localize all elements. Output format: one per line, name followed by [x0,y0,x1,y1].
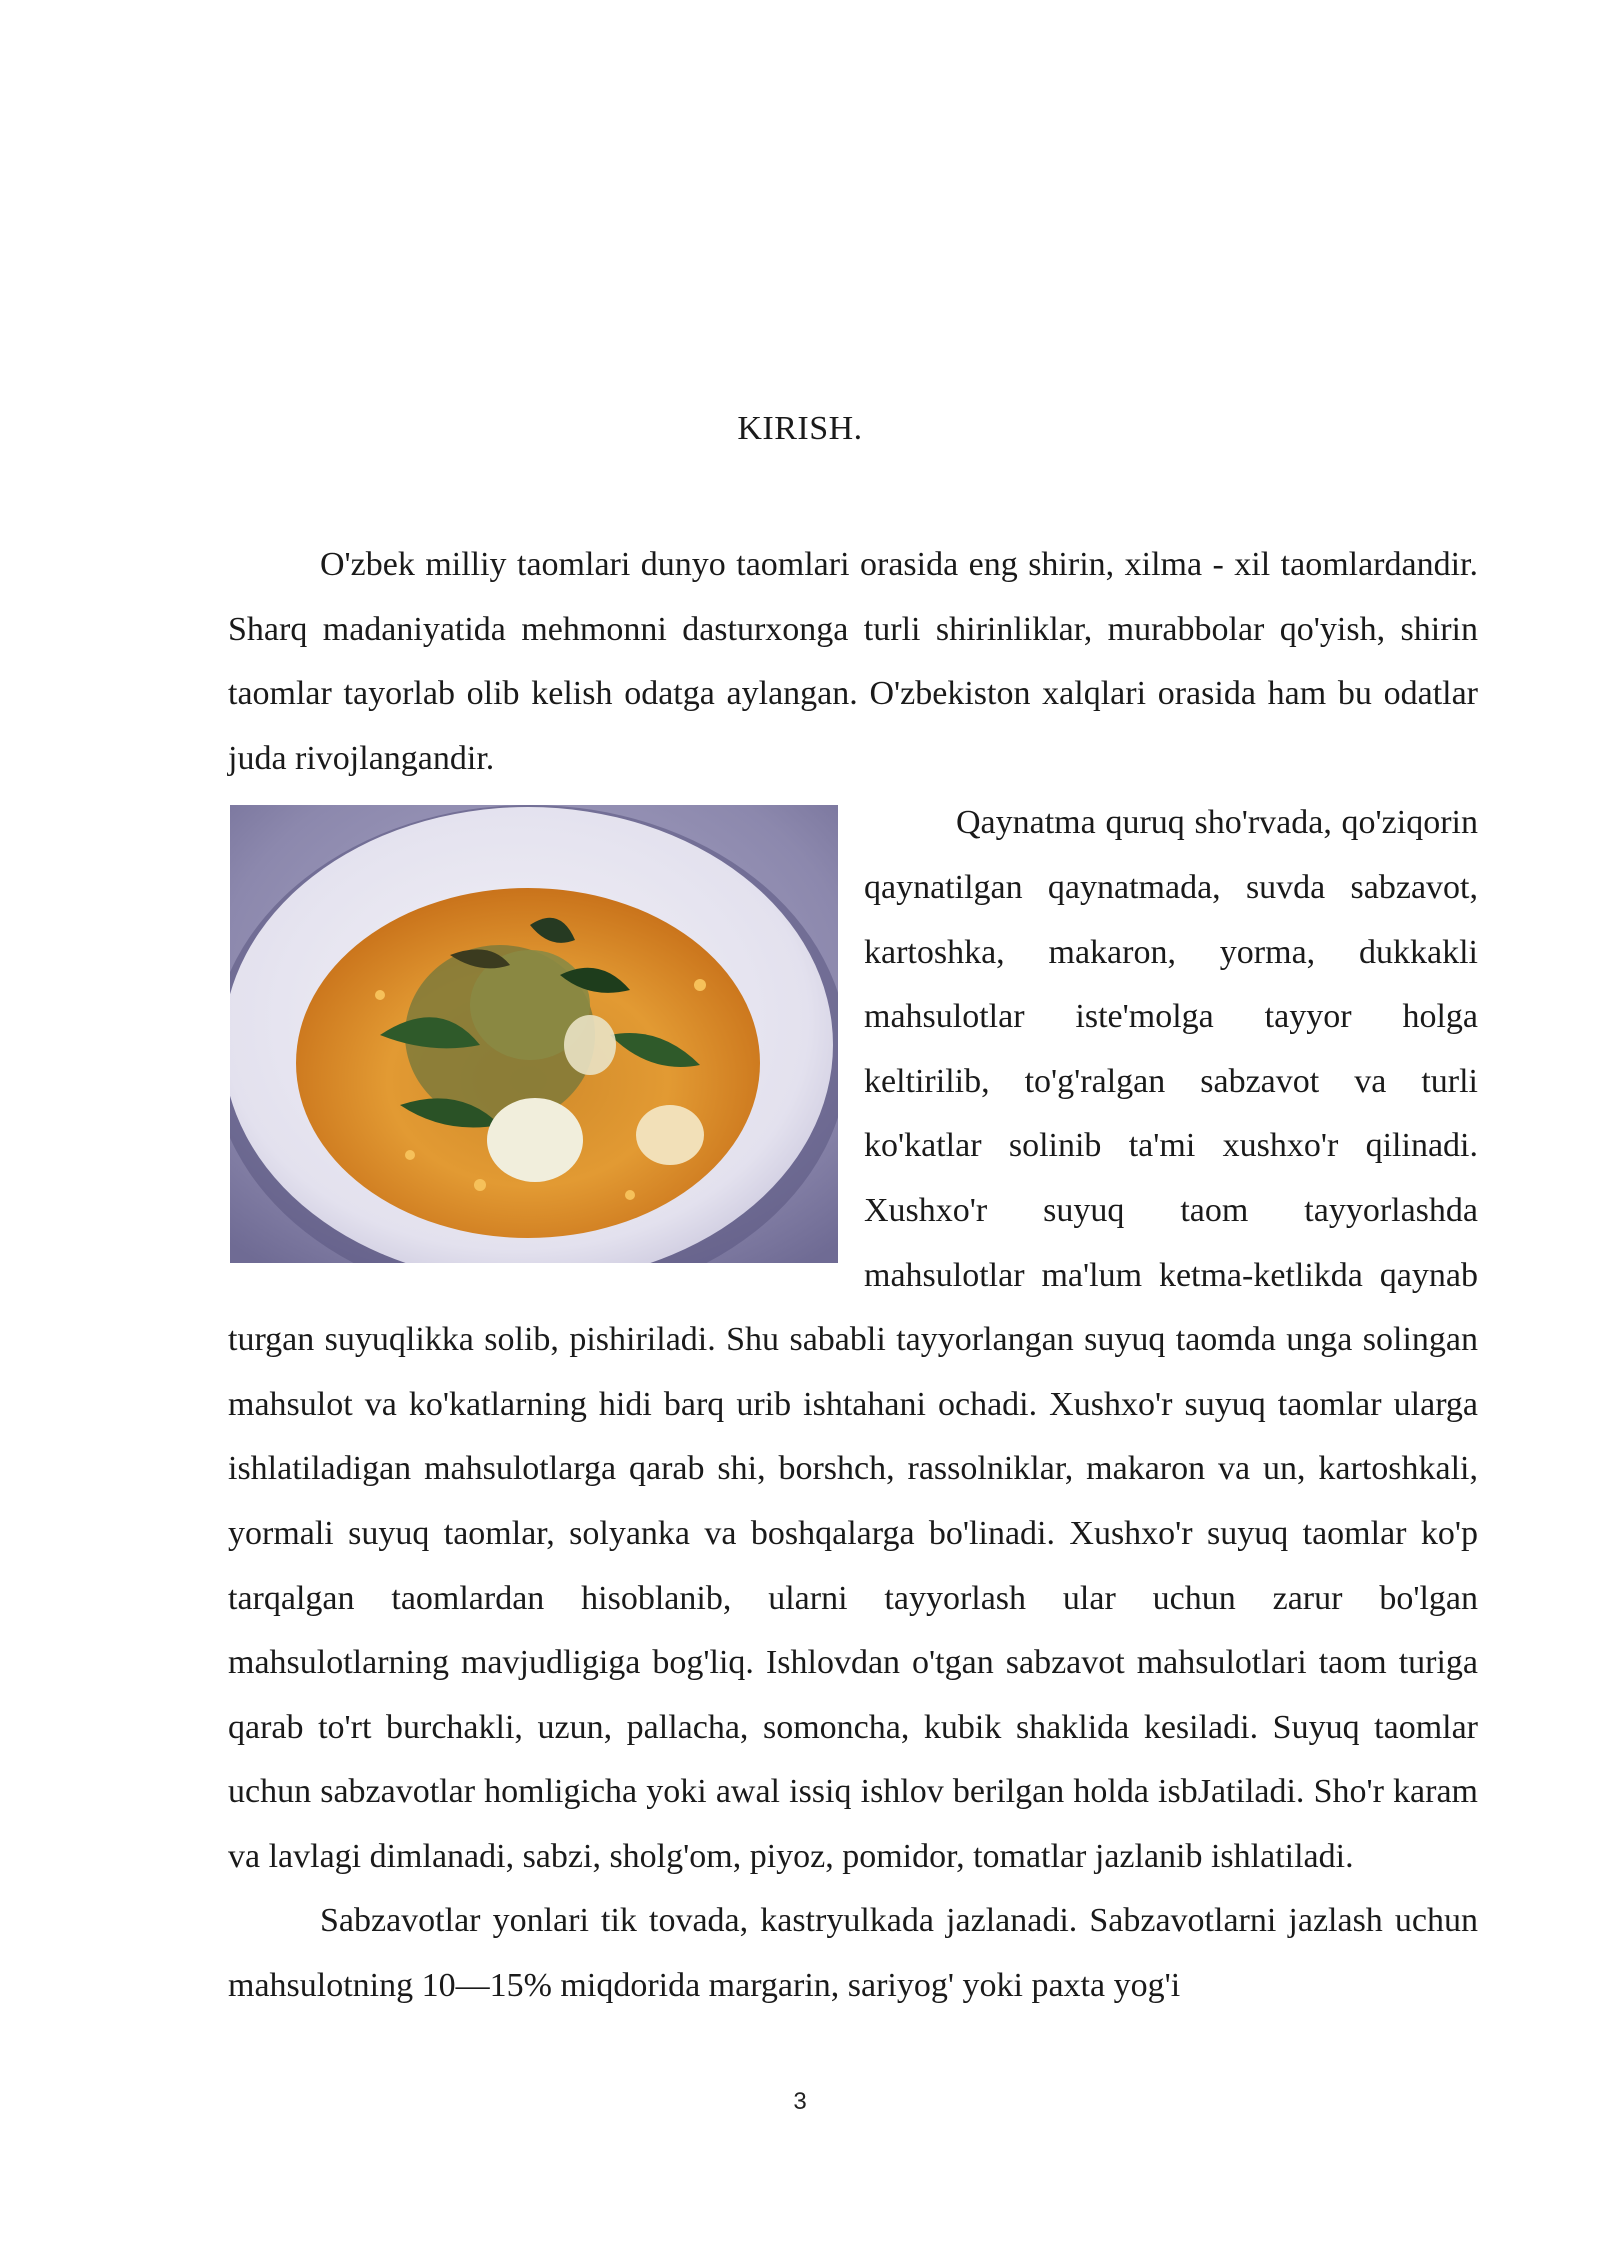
paragraph-intro: O'zbek milliy taomlari dunyo taomlari orasida eng shirin, xilma - xil taomlardandir. Sharq madaniyatida mehmonni dasturxonga turli shirinliklar, murabbolar qo'yish, shirin taomlar tayorlab olib kelish odatga aylangan. O'zbekiston xalqlari orasida ham bu odatlar juda rivojlangandir. [228,546,1478,777]
soup-photo [230,805,838,1263]
page-title: KIRISH. [737,410,863,447]
paragraph-sabzavotlar: Sabzavotlar yonlari tik tovada, kastryulkada jazlanadi. Sabzavotlarni jazlash uchun mahsulotning 10—15% miqdorida margarin, sariyog' yoki paxta yog'i [228,1902,1478,2005]
document-body [228,533,1478,2019]
page-number: 3 [793,2088,807,2115]
paragraph-qaynatma: Qaynatma quruq sho'rvada, qo'ziqorin qaynatilgan qaynatmada, suvda sabzavot, kartoshka, makaron, yorma, dukkakli mahsulotlar iste'molga tayyor holga keltirilib, to'g'ralgan sabzavot va turli ko'katlar solinib ta'mi xushxo'r qilinadi. Xushxo'r suyuq taom tayyorlashda mahsulotlar ma'lum ketma-ketlikda qaynab turgan suyuqlikka solib, pishiriladi. Shu sababli tayyorlangan suyuq taomda unga solingan mahsulot va ko'katlarning hidi barq urib ishtahani ochadi. Xushxo'r suyuq taomlar ularga ishlatiladigan mahsulotlarga qarab shi, borshch, rassolniklar, makaron va un, kartoshkali, yormali suyuq taomlar, solyanka va boshqalarga bo'linadi. Xushxo'r suyuq taomlar ko'p tarqalgan taomlardan hisoblanib, ularni tayyorlash ular uchun zarur bo'lgan mahsulotlarning mavjudligiga bog'liq. Ishlovdan o'tgan sabzavot mahsulotlari taom turiga qarab to'rt burchakli, uzun, pallacha, somoncha, kubik shaklida kesiladi. Suyuq taomlar uchun sabzavotlar homligicha yoki awal issiq ishlov berilgan holda isbJatiladi. Sho'r karam va lavlagi dimlanadi, sabzi, sholg'om, piyoz, pomidor, tomatlar jazlanib ishlatiladi. [228,804,1478,1875]
soup-bowl-illustration [230,805,838,1263]
